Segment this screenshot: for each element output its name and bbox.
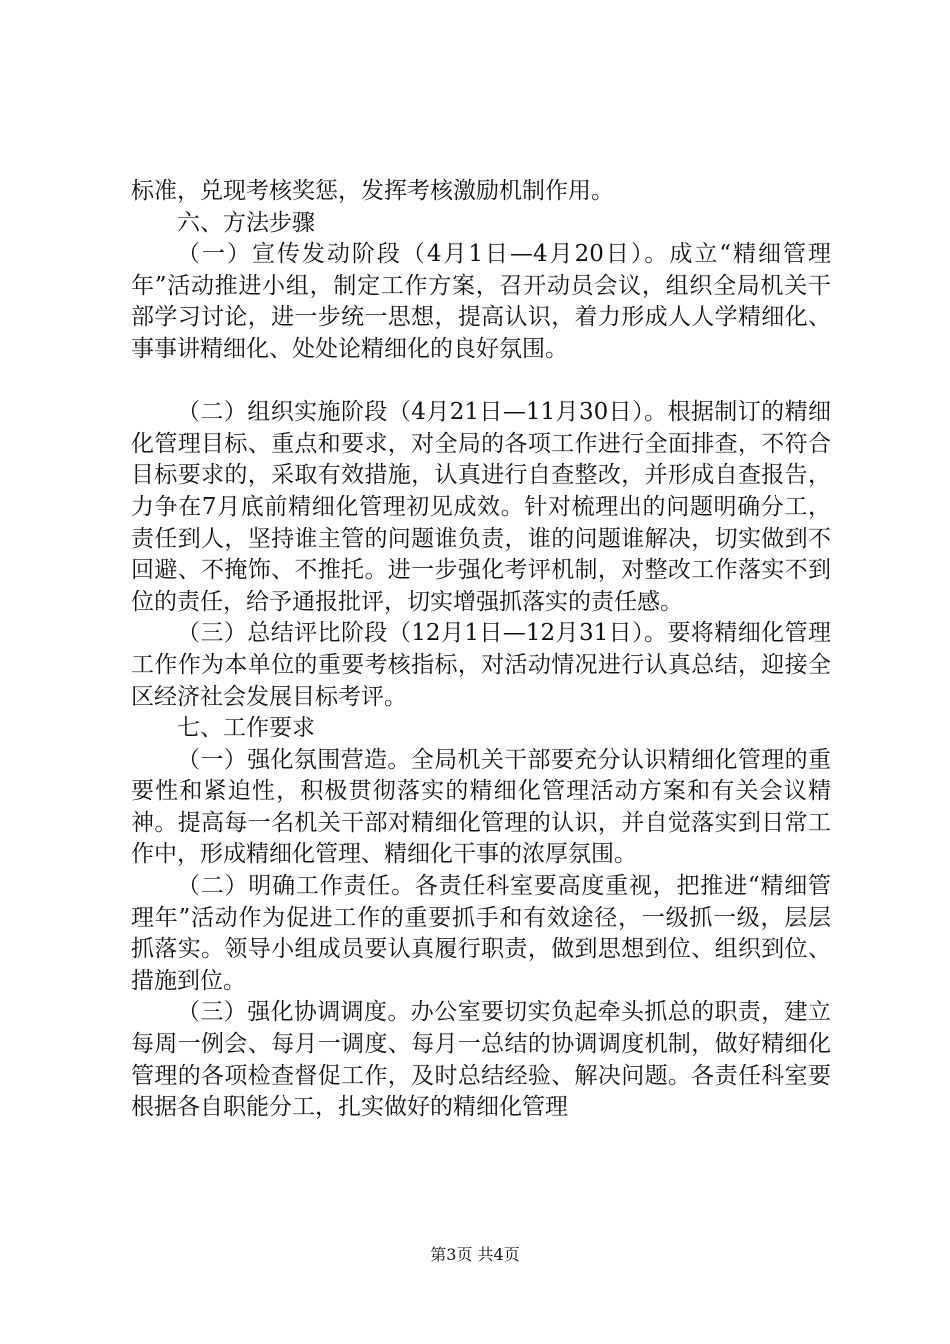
- page-number-footer: 第3页 共4页: [430, 1245, 520, 1264]
- document-body: [131, 176, 831, 1124]
- paragraph-phase-one: （一）宣传发动阶段（4月1日—4月20日）。成立“精细管理年”活动推进小组，制定工作方案，召开动员会议，组织全局机关干部学习讨论，进一步统一思想，提高认识，着力形成人人学精细化、事事讲精细化、处处论精细化的良好氛围。: [131, 241, 831, 362]
- paragraph-phase-two: （二）组织实施阶段（4月21日—11月30日）。根据制订的精细化管理目标、重点和要求，对全局的各项工作进行全面排查，不符合目标要求的，采取有效措施，认真进行自查整改，并形成自查报告，力争在7月底前精细化管理初见成效。针对梳理出的问题明确分工，责任到人，坚持谁主管的问题谁负责，谁的问题谁解决，切实做到不回避、不掩饰、不推托。进一步强化考评机制，对整改工作落实不到位的责任，给予通报批评，切实增强抓落实的责任感。: [131, 399, 831, 615]
- paragraph-requirement-three: （三）强化协调调度。办公室要切实负起牵头抓总的职责，建立每周一例会、每月一调度、每月一总结的协调调度机制，做好精细化管理的各项检查督促工作，及时总结经验、解决问题。各责任科室要根据各自职能分工，扎实做好的精细化管理: [131, 999, 831, 1121]
- section-heading-methods: 六、方法步骤: [177, 209, 315, 236]
- paragraph-requirement-one: （一）强化氛围营造。全局机关干部要充分认识精细化管理的重要性和紧迫性，积极贯彻落实的精细化管理活动方案和有关会议精神。提高每一名机关干部对精细化管理的认识，并自觉落实到日常工作中，形成精细化管理、精细化干事的浓厚氛围。: [131, 746, 831, 868]
- section-heading-requirements: 七、工作要求: [177, 715, 315, 742]
- paragraph-requirement-two: （二）明确工作责任。各责任科室要高度重视，把推进“精细管理年”活动作为促进工作的重要抓手和有效途径，一级抓一级，层层抓落实。领导小组成员要认真履行职责，做到思想到位、组织到位、措施到位。: [131, 873, 831, 994]
- paragraph-continuation: 标准，兑现考核奖惩，发挥考核激励机制作用。: [131, 178, 614, 204]
- paragraph-phase-three: （三）总结评比阶段（12月1日—12月31日）。要将精细化管理工作作为本单位的重要考核指标，对活动情况进行认真总结，迎接全区经济社会发展目标考评。: [131, 620, 831, 710]
